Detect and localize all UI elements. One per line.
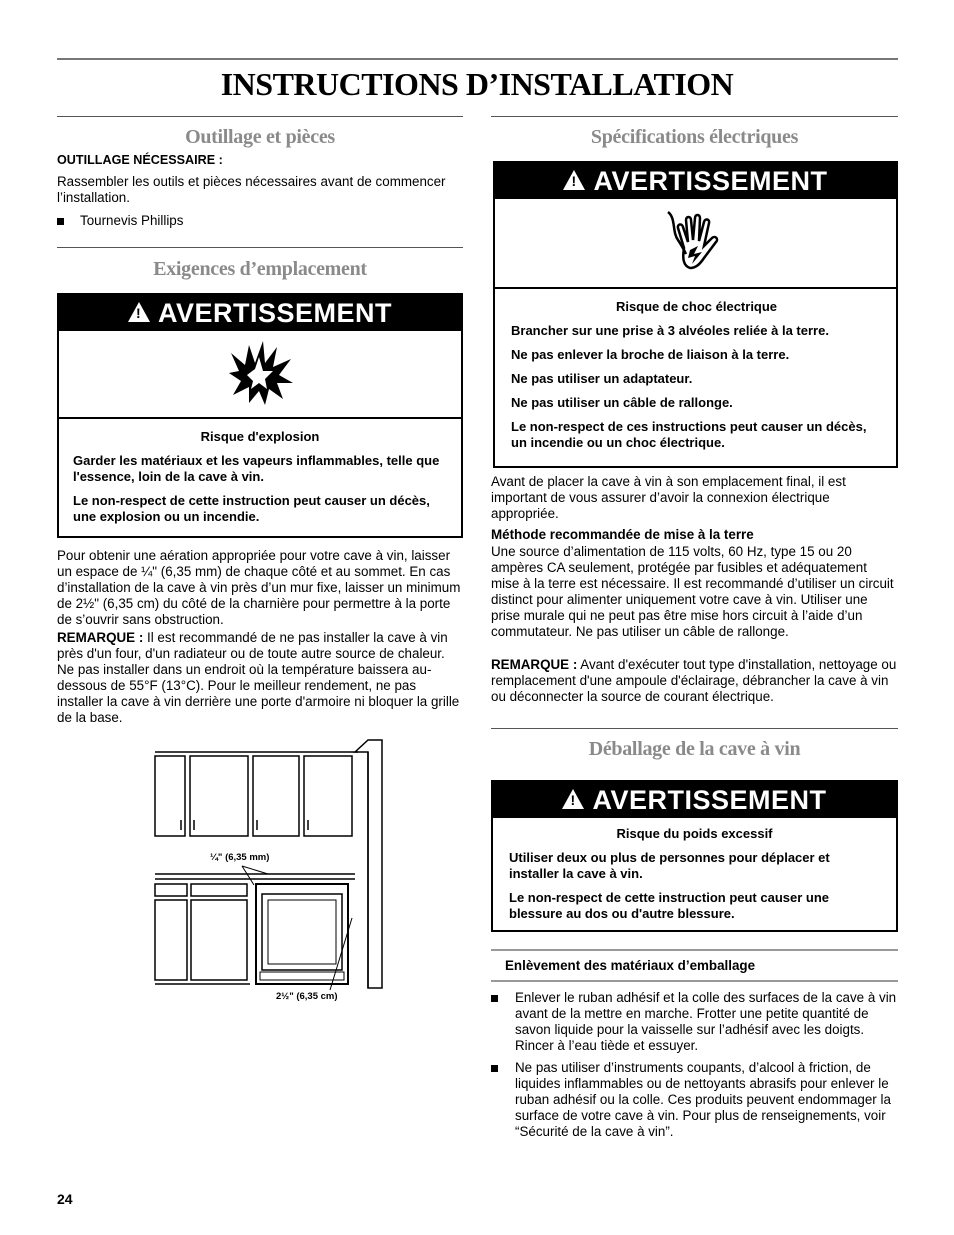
location-heading: Exigences d’emplacement bbox=[153, 258, 367, 280]
warning-text-2: Le non-respect de cette instruction peut causer une blessure au dos ou d'autre blessure. bbox=[509, 890, 830, 921]
grounding-text: Une source d’alimentation de 115 volts, 60 Hz, type 15 ou 20 ampères CA seulement, protégée par fusibles et adéquatement mise à la terre est nécessaire. Il est recommandé d’utiliser un circuit distinct pour alimenter uniquement votre cave à vin. Utiliser une prise murale qui ne peut pas être mise hors circuit à l’aide d’un commutateur. Ne pas utiliser un câble de rallonge. bbox=[491, 544, 894, 639]
bullet-square-icon bbox=[57, 218, 64, 225]
page-title: INSTRUCTIONS D’INSTALLATION bbox=[220, 66, 734, 102]
removal-heading: Enlèvement des matériaux d’emballage bbox=[505, 958, 756, 973]
warning-risk-title: Risque d'explosion bbox=[200, 429, 320, 444]
warning-triangle-icon bbox=[563, 170, 585, 190]
ventilation-paragraph: Pour obtenir une aération appropriée pour votre cave à vin, laisser un espace de ¼" (6,35 mm) de chaque côté et au sommet. En cas d’installation de la cave à vin près d’un mur fixe, laisser un minimum de 2½" (6,35 cm) du côté de la charnière pour permettre à la porte de s’ouvrir sans obstruction. bbox=[57, 548, 461, 627]
installation-clearance-diagram bbox=[150, 738, 390, 1010]
warning-text-5: Le non-respect de ces instructions peut causer un décès, un incendie ou un choc électrique. bbox=[511, 419, 867, 450]
warning-header: !AVERTISSEMENT bbox=[493, 782, 896, 818]
electrical-intro: Avant de placer la cave à vin à son emplacement final, il est important de vous assurer d’avoir la connexion électrique appropriée. bbox=[491, 474, 846, 521]
diagram-label-two-half-inch: 2½" (6,35 cm) bbox=[276, 991, 338, 1002]
top-rule bbox=[57, 58, 898, 60]
warning-triangle-icon bbox=[128, 302, 150, 322]
warning-text-1: Garder les matériaux et les vapeurs inflammables, telle que l'essence, loin de la cave à vin. bbox=[73, 453, 440, 484]
electric-warning-box bbox=[493, 161, 898, 468]
tools-required-label: OUTILLAGE NÉCESSAIRE : bbox=[57, 153, 223, 167]
warning-header: !AVERTISSEMENT bbox=[495, 163, 896, 199]
warning-text-2: Le non-respect de cette instruction peut causer un décès, une explosion ou un incendie. bbox=[73, 493, 430, 524]
diagram-label-quarter-inch: ¼" (6,35 mm) bbox=[210, 852, 270, 863]
warning-text-1: Brancher sur une prise à 3 alvéoles reliée à la terre. bbox=[511, 323, 829, 338]
explosion-warning-box bbox=[57, 293, 463, 538]
page-number: 24 bbox=[57, 1191, 73, 1207]
grounding-heading: Méthode recommandée de mise à la terre bbox=[491, 527, 754, 542]
warning-text-3: Ne pas utiliser un adaptateur. bbox=[511, 371, 693, 386]
removal-bullet-1: Enlever le ruban adhésif et la colle des surfaces de la cave à vin avant de la mettre en marche. Frotter une petite quantité de savon liquide pour la vaisselle sur l’adhésif avec les doigts. Rincer à l’eau tiède et essuyer. bbox=[491, 990, 898, 1054]
removal-bullet-2: Ne pas utiliser d’instruments coupants, d’alcool à friction, de liquides inflammables ou de nettoyants abrasifs pour enlever le ruban adhésif ou la colle. Ces produits peuvent endommager la surface de votre cave à vin. Pour plus de renseignements, voir “Sécurité de la cave à vin”. bbox=[491, 1060, 898, 1140]
electric-shock-icon bbox=[495, 199, 896, 289]
left-remark: REMARQUE : Il est recommandé de ne pas installer la cave à vin près d'un four, d'un radiateur ou de toute autre source de chaleur. Ne pas installer dans un endroit où la température baissera au-dessous de 55°F (13°C). Pour le meilleur rendement, ne pas installer la cave à vin derrière une porte d'armoire ni bloquer la grille de la base. bbox=[57, 630, 460, 725]
left-section-rule-2 bbox=[57, 247, 463, 248]
warning-triangle-icon bbox=[562, 789, 584, 809]
unpacking-heading: Déballage de la cave à vin bbox=[588, 738, 801, 760]
removal-bottom-rule bbox=[491, 980, 898, 982]
right-section-rule bbox=[491, 116, 898, 117]
weight-warning-box bbox=[491, 780, 898, 932]
right-section-rule-2 bbox=[491, 728, 898, 729]
warning-risk-title: Risque de choc électrique bbox=[615, 299, 778, 314]
removal-top-rule bbox=[491, 949, 898, 951]
warning-header: !AVERTISSEMENT bbox=[59, 295, 461, 331]
tools-heading: Outillage et pièces bbox=[185, 126, 335, 148]
warning-text-1: Utiliser deux ou plus de personnes pour déplacer et installer la cave à vin. bbox=[509, 850, 830, 881]
warning-text-2: Ne pas enlever la broche de liaison à la terre. bbox=[511, 347, 790, 362]
electrical-heading: Spécifications électriques bbox=[590, 126, 799, 148]
warning-risk-title: Risque du poids excessif bbox=[616, 826, 773, 841]
tools-intro: Rassembler les outils et pièces nécessaires avant de commencer l’installation. bbox=[57, 174, 446, 205]
bullet-square-icon bbox=[491, 995, 498, 1002]
bullet-square-icon bbox=[491, 1065, 498, 1072]
warning-text-4: Ne pas utiliser un câble de rallonge. bbox=[511, 395, 733, 410]
right-remark: REMARQUE : Avant d'exécuter tout type d'installation, nettoyage ou remplacement d'une ampoule d'éclairage, débrancher la cave à vin ou déconnecter la source de courant électrique. bbox=[491, 657, 897, 704]
explosion-icon bbox=[59, 331, 461, 419]
left-section-rule bbox=[57, 116, 463, 117]
tools-list-item: Tournevis Phillips bbox=[57, 213, 463, 229]
